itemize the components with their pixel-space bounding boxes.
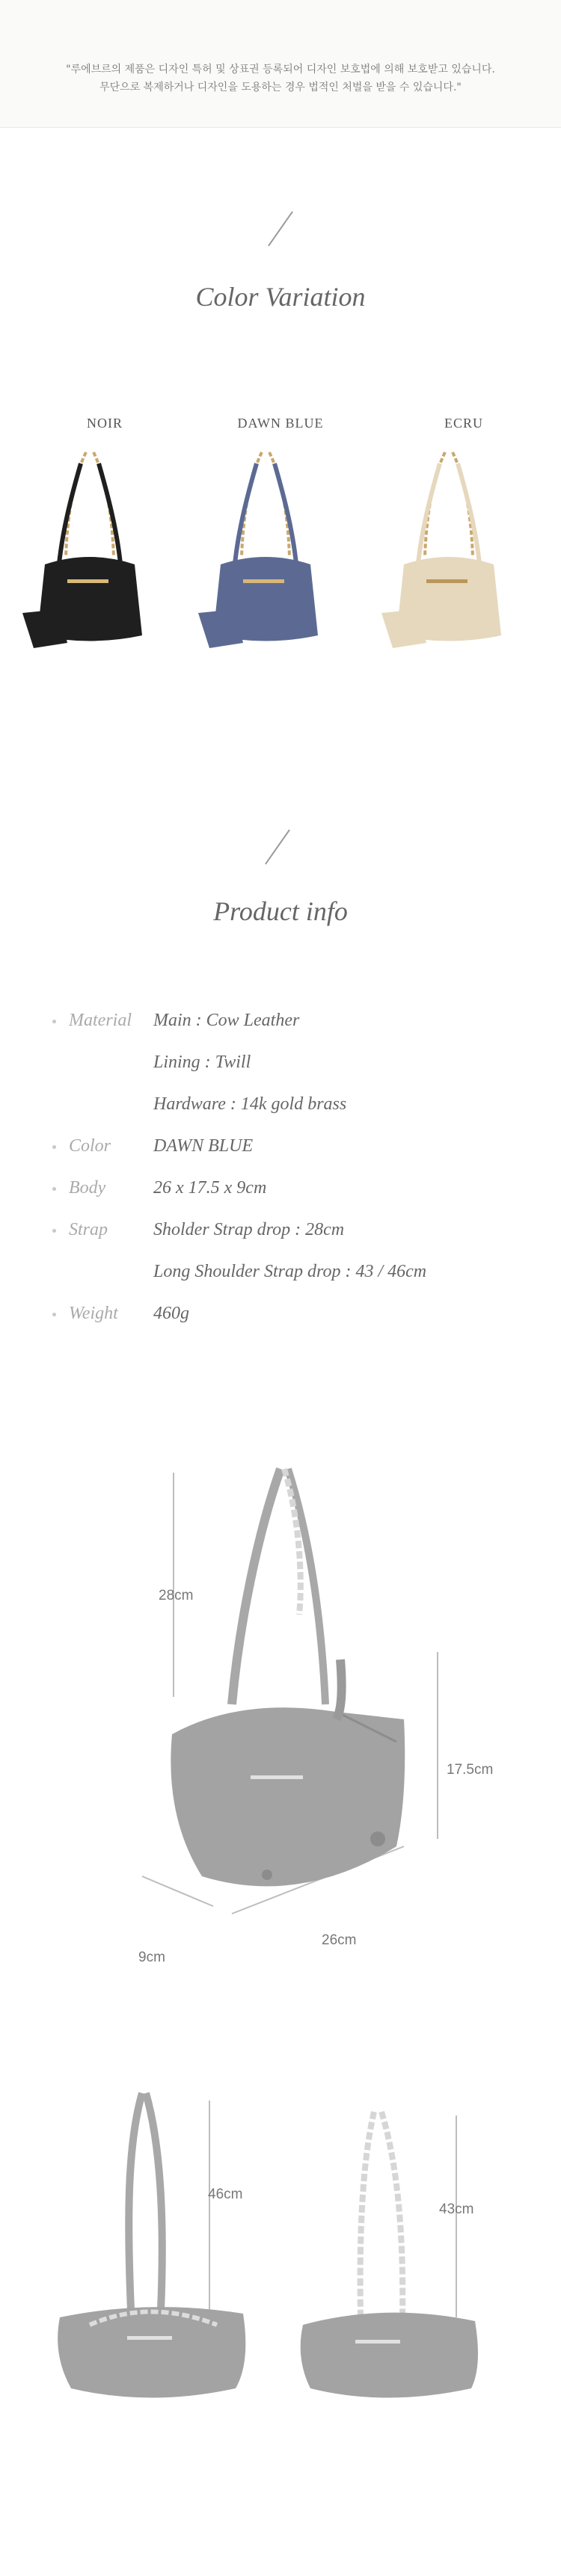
spec-row-color (52, 1136, 531, 1159)
notice-line-2: 무단으로 복제하거나 디자인을 도용하는 경우 법적인 처벌을 받을 수 있습니다." (99, 81, 462, 93)
spec-row-material (52, 1011, 531, 1033)
bullet-icon (52, 1229, 56, 1233)
spec-label: Color (69, 1136, 111, 1156)
variant-label-dawn-blue: DAWN BLUE (237, 416, 324, 431)
spec-label: Strap (69, 1220, 108, 1239)
dimension-sketch-long-strap-b (292, 2101, 516, 2400)
variant-label-noir: NOIR (87, 416, 123, 431)
spec-label: Weight (69, 1304, 118, 1323)
spec-value: Sholder Strap drop : 28cm (153, 1220, 345, 1239)
color-variation-title: Color Variation (195, 282, 366, 312)
bag-noir-image (15, 445, 165, 669)
bag-dawn-blue-image (191, 445, 340, 669)
spec-row-long-strap (52, 1262, 531, 1284)
spec-value: Hardware : 14k gold brass (153, 1094, 347, 1114)
dimension-sketch-long-strap-a (45, 2086, 277, 2400)
dim-label-depth: 9cm (138, 1950, 165, 1965)
spec-value: 460g (153, 1304, 189, 1323)
product-info-title: Product info (213, 896, 348, 926)
bullet-icon (52, 1313, 56, 1316)
spec-label: Body (69, 1178, 106, 1198)
bullet-icon (52, 1020, 56, 1023)
spec-value: DAWN BLUE (153, 1136, 254, 1156)
dim-label-long-strap-a: 46cm (208, 2187, 243, 2202)
spec-label: Material (69, 1011, 132, 1030)
spec-value: Lining : Twill (153, 1053, 251, 1072)
spec-row-body (52, 1178, 531, 1201)
spec-value: Long Shoulder Strap drop : 43 / 46cm (153, 1262, 427, 1281)
dim-label-width: 26cm (322, 1932, 357, 1948)
spec-row-weight (52, 1304, 531, 1326)
dim-label-long-strap-b: 43cm (439, 2201, 474, 2217)
spec-row-hardware (52, 1094, 531, 1117)
divider-slash (268, 211, 293, 246)
variant-label-ecru: ECRU (444, 416, 483, 431)
spec-value: 26 x 17.5 x 9cm (153, 1178, 267, 1198)
spec-row-strap (52, 1220, 531, 1242)
spec-row-lining (52, 1053, 531, 1075)
copyright-notice (0, 0, 561, 128)
bullet-icon (52, 1187, 56, 1191)
dim-label-strap-drop: 28cm (159, 1588, 194, 1603)
spec-value: Main : Cow Leather (153, 1011, 300, 1030)
dimension-sketch-main (120, 1458, 479, 1966)
bag-ecru-image (374, 445, 524, 669)
divider-slash-2 (265, 829, 290, 864)
bullet-icon (52, 1145, 56, 1149)
dim-label-height: 17.5cm (447, 1762, 494, 1778)
notice-line-1: "루에브르의 제품은 디자인 특허 및 상표권 등록되어 디자인 보호법에 의해 보호받고 있습니다. (66, 64, 495, 76)
